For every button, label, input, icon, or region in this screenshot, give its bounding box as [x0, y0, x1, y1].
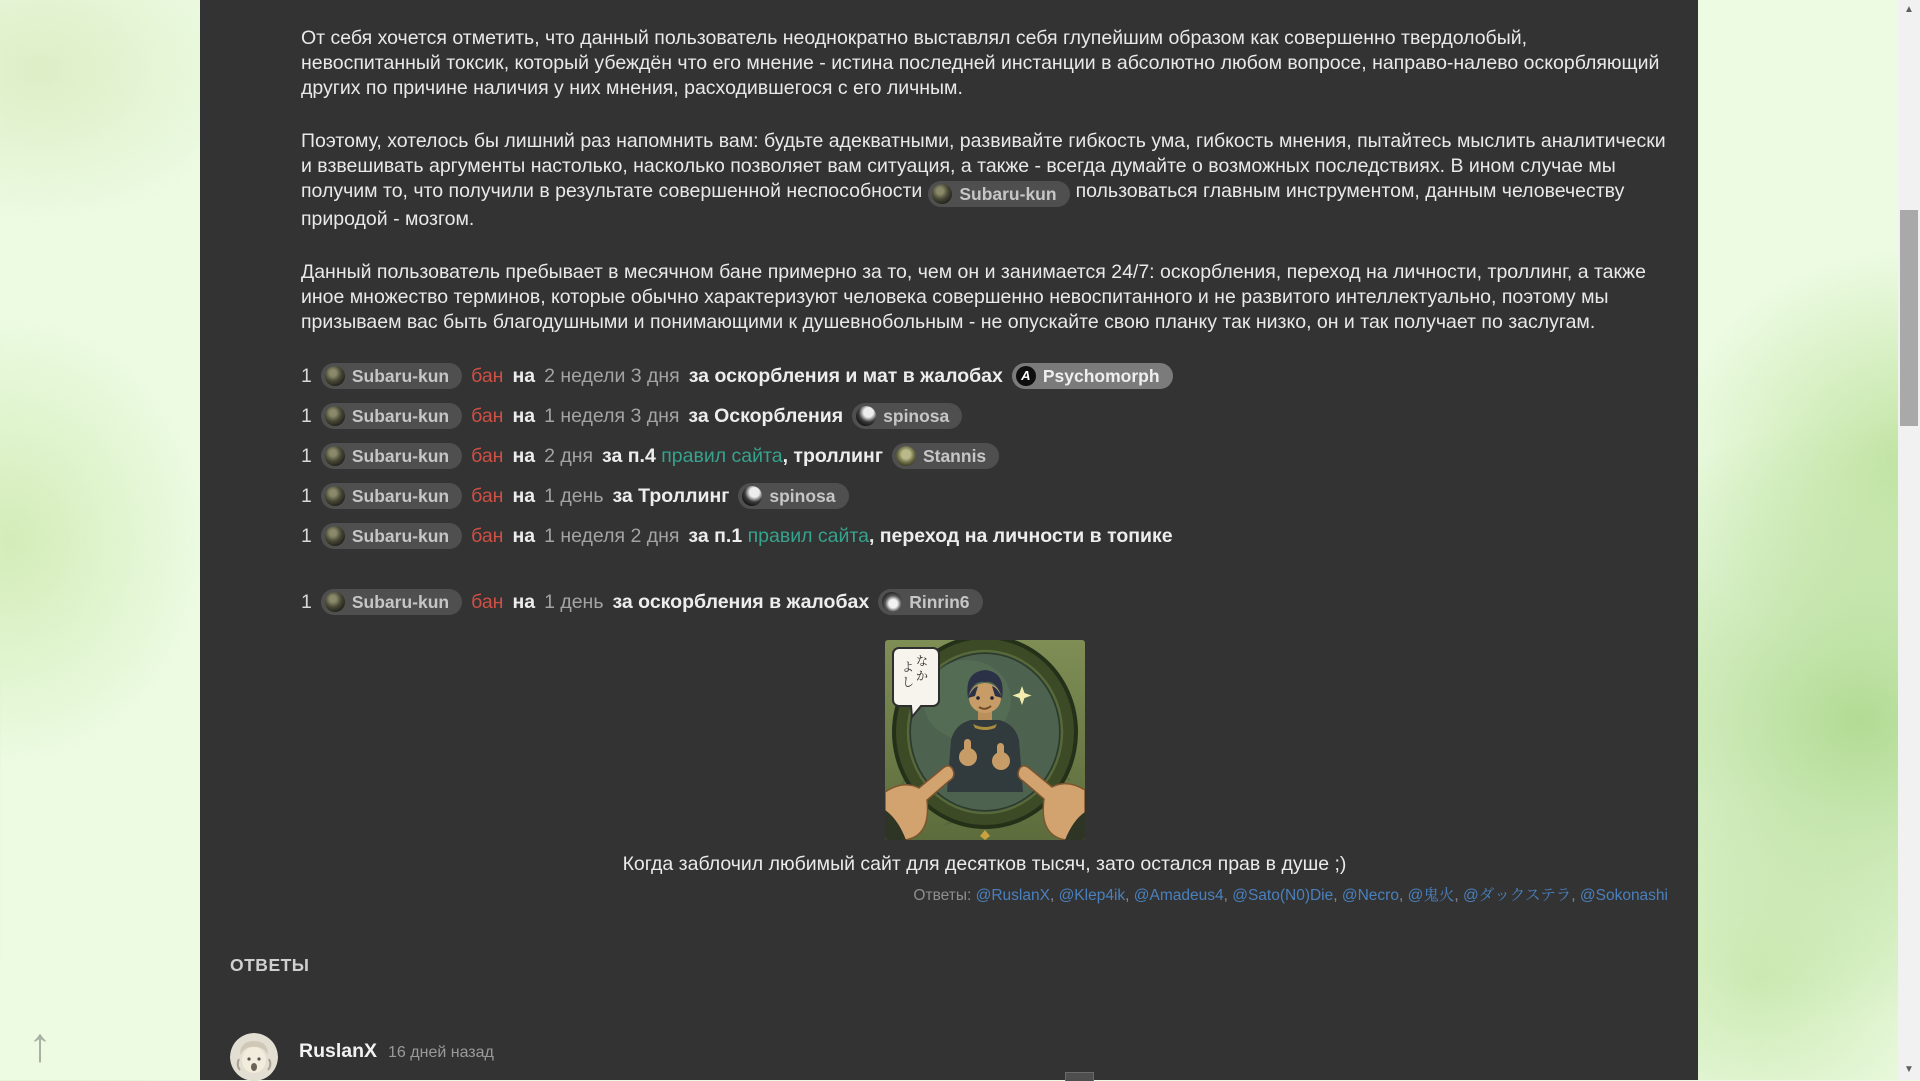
scrollbar-down-arrow-icon[interactable]: ▼ — [1904, 1064, 1914, 1075]
user-badge-name: Subaru-kun — [959, 184, 1057, 204]
ban-reason: за оскорбления и мат в жалобах — [688, 364, 1003, 387]
user-badge-name: Subaru-kun — [351, 366, 450, 386]
reply-mention[interactable]: @RuslanX — [975, 887, 1050, 904]
post-panel — [200, 0, 1698, 1080]
subaru-kun-avatar-icon — [325, 486, 345, 506]
bubble-char-3: よ — [901, 660, 914, 674]
user-badge[interactable] — [321, 589, 462, 615]
ban-duration: 2 недели 3 дня — [544, 364, 680, 387]
post-paragraph-3: Данный пользователь пребывает в месячном бане примерно за то, чем он и занимается 24/7: оскорбления, переход на личности, троллинг, а также иное множество терминов, которые обычно характеризуют человека совершенно невоспитанного и не развитого интеллектуально, поэтому мы призываем вас быть благодушными и понимающими к душевнобольным - не опускайте свою планку так низко, он и так получает по заслугам. — [301, 261, 1646, 333]
ban-label: бан — [471, 404, 504, 427]
moderator-badge-name: Rinrin6 — [909, 592, 970, 612]
ban-reason: за п.4 правил сайта, троллинг — [602, 444, 883, 467]
user-badge[interactable] — [321, 523, 462, 549]
ban-preposition: на — [512, 590, 536, 613]
comment-author[interactable]: RuslanX — [299, 1040, 378, 1062]
site-rules-link[interactable]: правил сайта — [661, 444, 783, 467]
post-paragraph-1: От себя хочется отметить, что данный пользователь неоднократно выставлял себя глупейшим образом как совершенно твердолобый, невоспитанный токсик, который убеждён что его мнение - истина последней инстанции в абсолютно любом вопросе, направо-налево оскорбляющий других по причине наличия у них мнения, расходившегося с его личным. — [301, 27, 1660, 99]
comment-avatar[interactable] — [230, 1033, 278, 1081]
subaru-kun-avatar-icon — [325, 366, 345, 386]
meme-image[interactable] — [885, 640, 1085, 840]
ban-reason: за п.1 правил сайта, переход на личности в топике — [688, 524, 1173, 547]
site-rules-link[interactable]: правил сайта — [747, 524, 869, 547]
bubble-char-1: な — [915, 654, 928, 668]
ban-list — [301, 363, 1668, 615]
ban-count: 1 — [301, 364, 312, 387]
comment — [230, 1033, 1668, 1081]
moderator-badge[interactable] — [892, 443, 999, 469]
ban-label: бан — [471, 484, 504, 507]
subaru-kun-avatar-icon — [325, 526, 345, 546]
user-badge[interactable] — [321, 363, 462, 389]
reply-mention[interactable]: @ダックステラ — [1462, 887, 1572, 904]
ban-duration: 1 неделя 2 дня — [544, 524, 680, 547]
ban-row — [301, 403, 1668, 429]
user-badge-name: Subaru-kun — [351, 406, 450, 426]
reply-mention[interactable]: @Sokonashi — [1579, 887, 1668, 904]
moderator-avatar-icon — [1016, 366, 1036, 386]
ban-count: 1 — [301, 524, 312, 547]
ban-duration: 1 неделя 3 дня — [544, 404, 680, 427]
user-badge-name: Subaru-kun — [351, 446, 450, 466]
ban-preposition: на — [512, 404, 536, 427]
moderator-avatar-icon — [896, 446, 916, 466]
ban-preposition: на — [512, 484, 536, 507]
scrollbar-up-arrow-icon[interactable]: ▲ — [1904, 4, 1914, 15]
reply-mention[interactable]: @Necro — [1341, 887, 1399, 904]
image-caption: Когда заблочил любимый сайт для десятков тысяч, зато остался прав в душе ;) — [622, 853, 1347, 875]
scrollbar[interactable] — [1898, 0, 1920, 1080]
reply-mention[interactable]: @鬼火 — [1407, 887, 1455, 904]
ban-row — [301, 589, 1668, 615]
post-image-wrap — [301, 640, 1668, 840]
post-body — [200, 0, 1698, 906]
user-badge[interactable] — [321, 403, 462, 429]
ban-row — [301, 443, 1668, 469]
replies-label: Ответы: — [913, 887, 972, 904]
ban-label: бан — [471, 590, 504, 613]
bubble-char-4: し — [901, 675, 914, 689]
ban-reason: за Троллинг — [612, 484, 730, 507]
scrollbar-thumb[interactable] — [1900, 210, 1918, 426]
ban-reason: за Оскорбления — [688, 404, 844, 427]
ban-duration: 2 дня — [544, 444, 594, 467]
moderator-badge-name: Stannis — [922, 446, 987, 466]
scroll-to-top-button[interactable]: ↑ — [28, 1019, 52, 1072]
ban-row — [301, 523, 1668, 549]
reply-mention[interactable]: @Amadeus4 — [1133, 887, 1224, 904]
replies-list: @RuslanX, @Klep4ik, @Amadeus4, @Sato(N0)Die, @Necro, @鬼火, @ダックステラ, @Sokonashi — [975, 887, 1668, 904]
reply-mention[interactable]: @Sato(N0)Die — [1232, 887, 1334, 904]
moderator-avatar-icon — [882, 592, 902, 612]
moderator-badge-name: spinosa — [769, 486, 836, 506]
subaru-kun-avatar-icon — [325, 446, 345, 466]
ban-preposition: на — [512, 524, 536, 547]
ban-duration: 1 день — [544, 590, 604, 613]
answers-header: ОТВЕТЫ — [230, 955, 310, 975]
subaru-kun-avatar-icon — [325, 592, 345, 612]
moderator-badge-name: spinosa — [883, 406, 950, 426]
user-badge[interactable] — [321, 443, 462, 469]
subaru-kun-avatar-icon — [325, 406, 345, 426]
ruslanx-avatar-icon — [230, 1033, 278, 1081]
comment-head — [299, 1033, 494, 1063]
user-badge[interactable] — [321, 483, 462, 509]
ban-preposition: на — [512, 364, 536, 387]
replies-line — [301, 886, 1668, 906]
post-paragraph-2 — [301, 129, 1668, 232]
moderator-badge-name: Psychomorph — [1042, 366, 1160, 386]
post-paragraph-2-text-after: пользоваться главным инструментом, данным человечеству природой - мозгом. — [301, 180, 1625, 230]
subaru-kun-avatar-icon — [932, 184, 952, 204]
moderator-badge[interactable] — [878, 589, 982, 615]
ban-row — [301, 483, 1668, 509]
ban-count: 1 — [301, 484, 312, 507]
user-badge-name: Subaru-kun — [351, 592, 450, 612]
reply-mention[interactable]: @Klep4ik — [1058, 887, 1126, 904]
ban-duration: 1 день — [544, 484, 604, 507]
bubble-char-2: か — [915, 669, 928, 683]
user-badge-inline[interactable] — [928, 181, 1069, 207]
ban-label: бан — [471, 364, 504, 387]
moderator-badge[interactable] — [852, 403, 962, 429]
ban-count: 1 — [301, 404, 312, 427]
user-badge-name: Subaru-kun — [351, 526, 450, 546]
ban-label: бан — [471, 444, 504, 467]
comment-time: 16 дней назад — [388, 1044, 494, 1061]
ban-count: 1 — [301, 444, 312, 467]
ban-row — [301, 363, 1668, 389]
replies-section — [200, 955, 1698, 1081]
ban-reason: за оскорбления в жалобах — [612, 590, 870, 613]
ban-preposition: на — [512, 444, 536, 467]
moderator-badge[interactable] — [738, 483, 848, 509]
post-paragraph-2-text-before: Поэтому, хотелось бы лишний раз напомнить вам: будьте адекватными, развивайте гибкость ума, гибкость мнения, пытайтесь мыслить аналитически и взвешивать аргументы настолько, насколько позволяет вам ситуация, а также - всегда думайте о возможных последствиях. В ином случае мы получим то, что получили в результате совершенной неспособности — [301, 130, 1666, 202]
moderator-avatar-icon — [742, 486, 762, 506]
ban-count: 1 — [301, 590, 312, 613]
ban-label: бан — [471, 524, 504, 547]
user-badge-name: Subaru-kun — [351, 486, 450, 506]
moderator-badge[interactable] — [1012, 363, 1173, 389]
moderator-avatar-icon — [856, 406, 876, 426]
